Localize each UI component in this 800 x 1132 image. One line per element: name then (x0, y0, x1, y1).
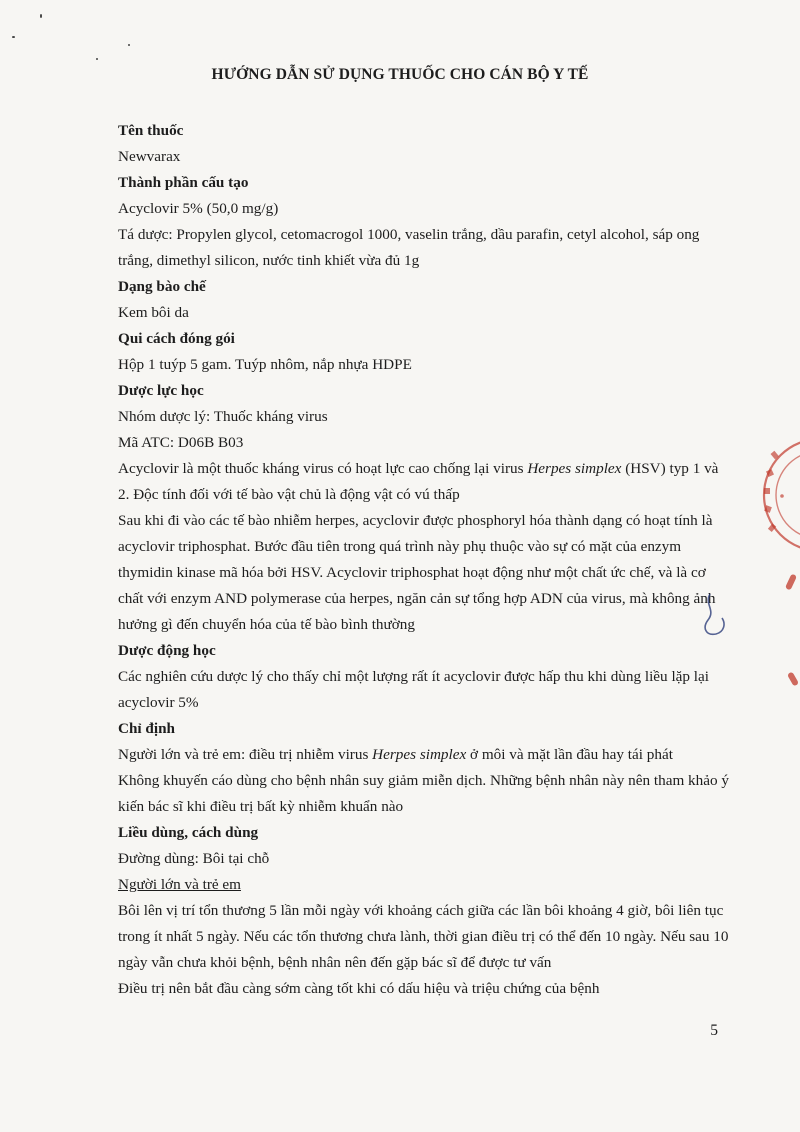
scan-speck (128, 44, 130, 46)
section-heading-ten-thuoc: Tên thuốc (118, 122, 184, 139)
scan-speck (40, 14, 42, 18)
text-run: Người lớn và trẻ em: điều trị nhiễm virus (118, 746, 373, 763)
italic-term: Herpes simplex (527, 460, 622, 477)
route-of-administration: Đường dùng: Bôi tại chỗ (118, 850, 270, 867)
text-run: (HSV) typ 1 và 2. Độc tính đối với tế bào vật chủ là động vật có vú thấp (118, 460, 719, 503)
drug-name: Newvarax (118, 148, 181, 165)
page-number: 5 (710, 1022, 718, 1039)
scan-speck (12, 36, 15, 38)
pharmacologic-group: Nhóm dược lý: Thuốc kháng virus (118, 408, 328, 425)
indication-warning: Không khuyến cáo dùng cho bệnh nhân suy giảm miễn dịch. Những bệnh nhân này nên tham khảo ý kiến bác sĩ khi điều trị bất kỳ nhiễm khuẩn nào (118, 772, 729, 815)
subheading-adults-children: Người lớn và trẻ em (118, 876, 241, 893)
text-run: Acyclovir là một thuốc kháng virus có hoạt lực cao chống lại virus (118, 460, 528, 477)
mechanism-paragraph: Sau khi đi vào các tế bào nhiễm herpes, acyclovir được phosphoryl hóa thành dạng có hoạt tính là acyclovir triphosphat. Bước đầu tiên trong quá trình này phụ thuộc vào sự có mặt của enzym thymidin kinase mã hóa bởi HSV. Acyclovir triphosphat hoạt động như một chất ức chế, và là cơ chất với enzym AND polymerase của herpes, ngăn cản sự tổng hợp ADN của virus, mà không ảnh hưởng gì đến chuyển hóa của tế bào bình thường (118, 512, 716, 633)
red-edge-mark (785, 573, 797, 590)
pharmacodynamics-paragraph (118, 456, 730, 508)
dosage-paragraph: Bôi lên vị trí tổn thương 5 lần mỗi ngày với khoảng cách giữa các lần bôi khoảng 4 giờ, bôi liên tục trong ít nhất 5 ngày. Nếu các tổn thương chưa lành, thời gian điều trị có thể đến 10 ngày. Nếu sau 10 ngày vẫn chưa khỏi bệnh, bệnh nhân nên đến gặp bác sĩ để được tư vấn (118, 902, 729, 971)
stamp-seal-icon (758, 430, 800, 560)
section-heading-qui-cach: Qui cách đóng gói (118, 330, 235, 347)
treatment-start-paragraph: Điều trị nên bắt đầu càng sớm càng tốt khi có dấu hiệu và triệu chứng của bệnh (118, 980, 600, 997)
indication-paragraph (118, 742, 730, 768)
document-body (118, 118, 730, 1002)
pen-mark-icon (694, 590, 730, 640)
page-title: HƯỚNG DẪN SỬ DỤNG THUỐC CHO CÁN BỘ Y TẾ (211, 66, 589, 83)
section-heading-lieu-dung: Liều dùng, cách dùng (118, 824, 259, 841)
scan-speck (96, 58, 98, 60)
excipients: Tá dược: Propylen glycol, cetomacrogol 1000, vaselin trắng, dầu parafin, cetyl alcohol, sáp ong trắng, dimethyl silicon, nước tinh khiết vừa đủ 1g (118, 226, 700, 269)
section-heading-duoc-luc-hoc: Dược lực học (118, 382, 204, 399)
red-edge-mark (787, 671, 799, 686)
italic-term: Herpes simplex (372, 746, 467, 763)
section-heading-thanh-phan: Thành phần cấu tạo (118, 174, 249, 191)
section-heading-duoc-dong-hoc: Dược động học (118, 642, 216, 659)
pharmacokinetics-paragraph: Các nghiên cứu dược lý cho thấy chỉ một lượng rất ít acyclovir được hấp thu khi dùng liều lặp lại acyclovir 5% (118, 668, 709, 711)
active-ingredient: Acyclovir 5% (50,0 mg/g) (118, 200, 279, 217)
section-heading-dang-bao-che: Dạng bào chế (118, 278, 206, 295)
section-heading-chi-dinh: Chỉ định (118, 720, 175, 737)
text-run: ở môi và mặt lần đầu hay tái phát (466, 746, 673, 763)
dosage-form: Kem bôi da (118, 304, 189, 321)
packaging: Hộp 1 tuýp 5 gam. Tuýp nhôm, nắp nhựa HDPE (118, 356, 412, 373)
atc-code: Mã ATC: D06B B03 (118, 434, 244, 451)
